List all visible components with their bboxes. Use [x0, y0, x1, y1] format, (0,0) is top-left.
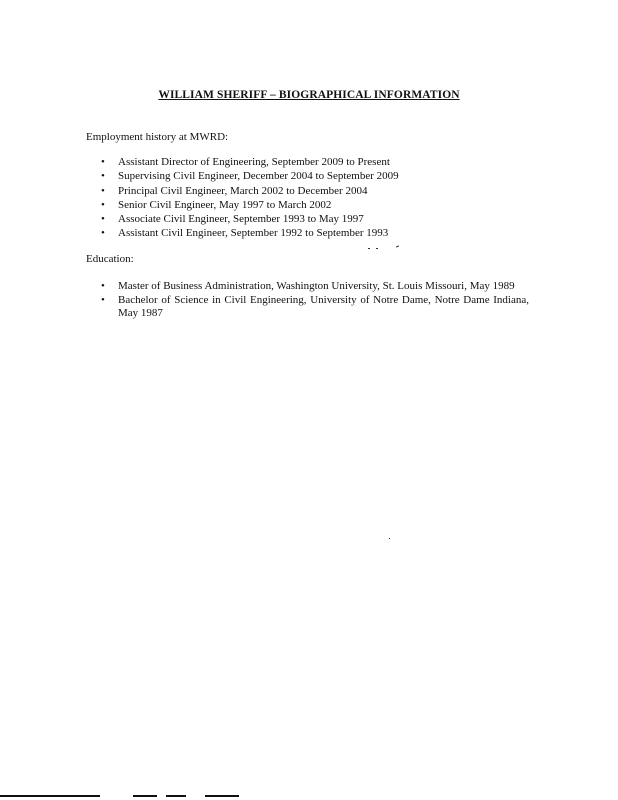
list-item [101, 155, 531, 169]
list-item [101, 226, 531, 240]
bullet-icon: • [101, 198, 105, 211]
scan-speck [396, 245, 399, 247]
bullet-icon: • [101, 156, 105, 168]
employment-item-text: Supervising Civil Engineer, December 2004 to September 2009 [118, 170, 399, 183]
education-item-text: Bachelor of Science in Civil Engineering, University of Notre Dame, Notre Dame Indiana, May 1987 [118, 294, 529, 319]
list-item [101, 294, 529, 320]
footer-rule [133, 795, 157, 797]
employment-history-label: Employment history at MWRD: [86, 131, 229, 143]
employment-item-text: Principal Civil Engineer, March 2002 to December 2004 [118, 184, 368, 197]
education-list [101, 280, 529, 321]
list-item [101, 198, 531, 212]
employment-item-text: Assistant Civil Engineer, September 1992 to September 1993 [118, 227, 389, 240]
scan-speck [368, 248, 370, 249]
employment-item-text: Associate Civil Engineer, September 1993 to May 1997 [118, 213, 364, 226]
bullet-icon: • [101, 280, 105, 292]
education-item-text: Master of Business Administration, Washington University, St. Louis Missouri, May 1989 [118, 280, 515, 292]
employment-history-list [101, 155, 531, 241]
scan-speck [376, 248, 378, 249]
bullet-icon: • [101, 227, 105, 240]
bullet-icon: • [101, 184, 105, 197]
page-title: WILLIAM SHERIFF – BIOGRAPHICAL INFORMATION [158, 89, 460, 101]
list-item [101, 280, 529, 293]
employment-item-text: Assistant Director of Engineering, September 2009 to Present [118, 156, 390, 168]
bullet-icon: • [101, 213, 105, 226]
bullet-icon: • [101, 170, 105, 183]
footer-rule [166, 795, 186, 797]
scan-speck [389, 538, 390, 539]
list-item [101, 184, 531, 198]
footer-rule [0, 795, 100, 797]
list-item [101, 212, 531, 226]
education-label: Education: [86, 253, 134, 265]
list-item [101, 169, 531, 183]
bullet-icon: • [101, 294, 105, 306]
footer-rule [205, 795, 239, 797]
employment-item-text: Senior Civil Engineer, May 1997 to March 2002 [118, 198, 332, 211]
